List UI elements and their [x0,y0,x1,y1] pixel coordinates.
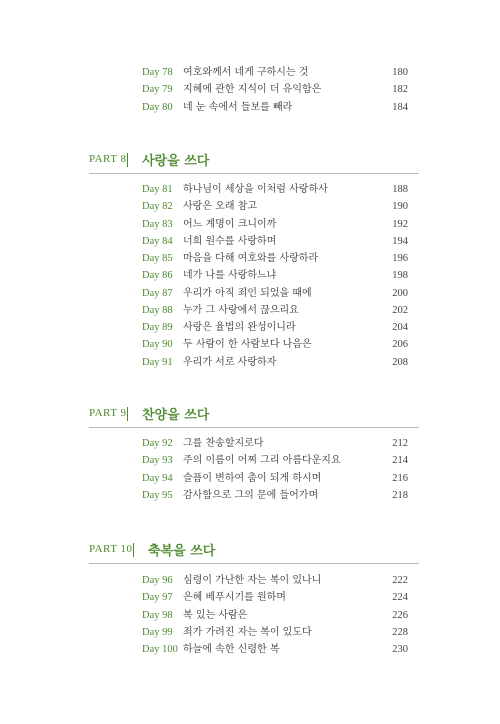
entry-title: 네 눈 속에서 들보를 빼라 [183,101,293,113]
entry-page-number: 194 [392,235,408,247]
entry-title: 사랑은 오래 참고 [183,201,257,213]
toc-entry [0,99,500,116]
entry-title: 하늘에 속한 신령한 복 [183,644,280,655]
part-label: PART 9 [89,407,127,419]
toc-entry [0,435,500,452]
entry-page-number: 188 [392,184,408,195]
entry-day: Day 90 [142,339,173,351]
entry-page-number: 202 [392,304,408,316]
toc-entry [0,302,500,319]
entry-title: 어느 계명이 크니이까 [183,218,277,230]
toc-entry [0,336,500,353]
entry-title: 우리가 아직 죄인 되었을 때에 [183,287,312,299]
entry-page-number: 222 [392,575,408,586]
entry-title: 하나님이 세상을 이처럼 사랑하사 [183,184,328,195]
toc-entry [0,216,500,233]
entry-title: 우리가 서로 사랑하자 [183,356,277,368]
entry-page-number: 198 [392,270,408,282]
part-divider [133,543,134,557]
toc-entry [0,470,500,487]
entry-title: 그를 찬송할지로다 [183,438,264,449]
entry-day: Day 99 [142,626,173,638]
entry-page-number: 184 [392,101,408,113]
entry-page-number: 182 [392,84,408,96]
entry-day: Day 94 [142,472,173,484]
toc-entry [0,624,500,641]
part-title: 사랑을 쓰다 [142,154,210,169]
entry-title: 네가 나를 사랑하느냐 [183,270,277,282]
toc-entry [0,285,500,302]
entry-day: Day 95 [142,489,173,501]
entry-page-number: 224 [392,592,408,604]
part-heading [0,539,500,563]
entry-title: 너희 원수를 사랑하며 [183,235,277,247]
entry-day: Day 100 [142,644,178,655]
toc-entry [0,64,500,81]
toc-entry [0,487,500,504]
entry-day: Day 98 [142,609,173,621]
entry-day: Day 81 [142,184,173,195]
entry-title: 주의 이름이 어찌 그리 아름다운지요 [183,455,341,467]
toc-entry [0,198,500,215]
entry-page-number: 226 [392,609,408,621]
toc-entry [0,452,500,469]
part-divider [127,153,128,167]
entry-page-number: 216 [392,472,408,484]
toc-entry [0,250,500,267]
entry-day: Day 85 [142,253,173,264]
entry-page-number: 228 [392,626,408,638]
entry-day: Day 97 [142,592,173,604]
part-rule [89,427,419,428]
entry-page-number: 192 [392,218,408,230]
entry-page-number: 230 [392,644,408,655]
entry-day: Day 83 [142,218,173,230]
entry-page-number: 208 [392,356,408,368]
entry-day: Day 80 [142,101,173,113]
entry-page-number: 200 [392,287,408,299]
part-divider [127,407,128,421]
entry-day: Day 91 [142,356,173,368]
entry-page-number: 214 [392,455,408,467]
entry-day: Day 87 [142,287,173,299]
entry-day: Day 92 [142,438,173,449]
entry-day: Day 79 [142,84,173,96]
entry-day: Day 86 [142,270,173,282]
entry-day: Day 88 [142,304,173,316]
toc-entry [0,607,500,624]
entry-day: Day 89 [142,322,173,333]
entry-title: 누가 그 사랑에서 끊으리요 [183,304,299,316]
part-label: PART 8 [89,153,127,165]
toc-entry [0,589,500,606]
entry-title: 두 사람이 한 사람보다 나음은 [183,339,312,351]
entry-day: Day 84 [142,235,173,247]
entry-day: Day 78 [142,67,173,78]
entry-page-number: 212 [392,438,408,449]
entry-day: Day 96 [142,575,173,586]
entry-page-number: 206 [392,339,408,351]
entry-title: 심령이 가난한 자는 복이 있나니 [183,575,322,586]
part-heading [0,403,500,427]
part-rule [89,173,419,174]
toc-entry [0,81,500,98]
toc-entry [0,354,500,371]
entry-page-number: 204 [392,322,408,333]
toc-entry [0,319,500,336]
entry-title: 감사함으로 그의 문에 들어가며 [183,489,319,501]
part-label: PART 10 [89,543,133,555]
entry-page-number: 190 [392,201,408,213]
toc-entry [0,233,500,250]
entry-day: Day 93 [142,455,173,467]
toc-entry [0,181,500,198]
entry-title: 마음을 다해 여호와를 사랑하라 [183,253,319,264]
entry-title: 복 있는 사람은 [183,609,248,621]
entry-day: Day 82 [142,201,173,213]
toc-entry [0,572,500,589]
entry-title: 지혜에 관한 지식이 더 유익함은 [183,84,322,96]
entry-title: 죄가 가려진 자는 복이 있도다 [183,626,312,638]
entry-title: 여호와께서 네게 구하시는 것 [183,67,309,78]
part-rule [89,563,419,564]
part-title: 축복을 쓰다 [148,544,216,559]
entry-title: 슬픔이 변하여 춤이 되게 하시며 [183,472,322,484]
part-heading [0,149,500,173]
entry-page-number: 196 [392,253,408,264]
toc-entry [0,641,500,658]
part-title: 찬양을 쓰다 [142,408,210,423]
entry-title: 사랑은 율법의 완성이니라 [183,322,296,333]
entry-page-number: 180 [392,67,408,78]
toc-entry [0,267,500,284]
entry-page-number: 218 [392,489,408,501]
entry-title: 은혜 베푸시기를 원하며 [183,592,286,604]
